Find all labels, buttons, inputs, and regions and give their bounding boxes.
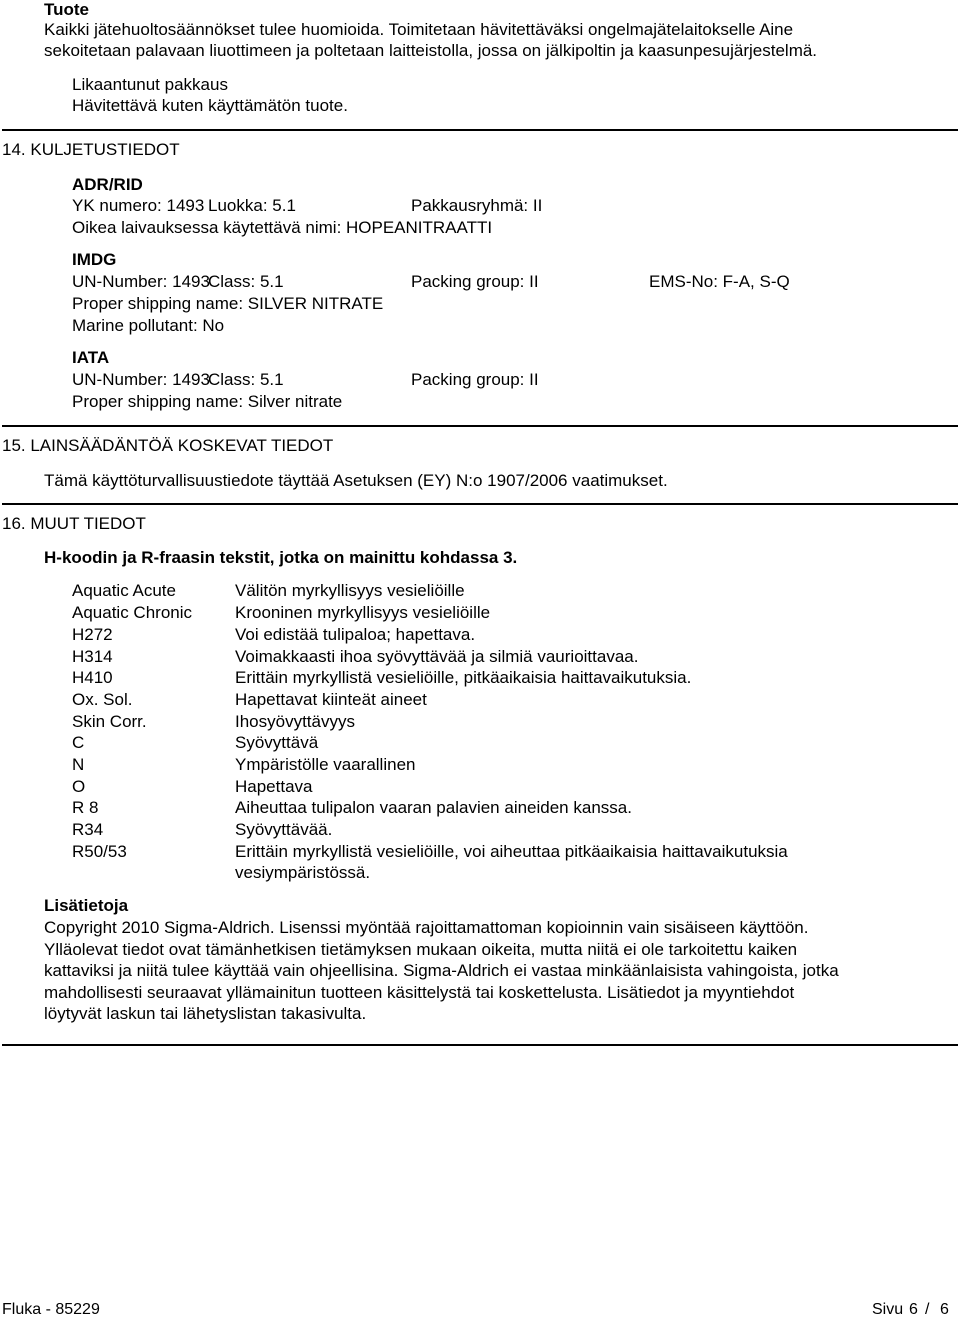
code-text: Syövyttävää.	[235, 820, 333, 839]
s16-subheading: H-koodin ja R-fraasin tekstit, jotka on mainittu kohdassa 3.	[44, 548, 518, 567]
code-text: Hapettava	[235, 777, 313, 796]
code-label: H272	[72, 625, 113, 644]
code-label: Ox. Sol.	[72, 690, 133, 709]
code-label: Skin Corr.	[72, 712, 147, 731]
s15-text: Tämä käyttöturvallisuustiedote täyttää Asetuksen (EY) N:o 1907/2006 vaatimukset.	[44, 471, 668, 490]
code-text: Ympäristölle vaarallinen	[235, 755, 416, 774]
iata-title: IATA	[72, 348, 110, 367]
tuote-heading: Tuote	[44, 0, 90, 19]
adr-group: Pakkausryhmä: II	[411, 196, 543, 215]
code-label: Aquatic Chronic	[72, 603, 193, 622]
imdg-pollutant: Marine pollutant: No	[72, 316, 225, 335]
pack-heading: Likaantunut pakkaus	[72, 75, 228, 94]
code-label: C	[72, 733, 85, 752]
info-line: kattaviksi ja niitä tulee käyttää vain ohjeellisina. Sigma-Aldrich ei vastaa minkäänlaisista vahingoista, jotka	[44, 961, 839, 980]
imdg-number: UN-Number: 1493	[72, 272, 210, 291]
section-divider	[2, 503, 958, 505]
adr-number: YK numero: 1493	[72, 196, 205, 215]
code-label: R 8	[72, 798, 99, 817]
section-16-heading: 16. MUUT TIEDOT	[2, 514, 146, 533]
iata-class: Class: 5.1	[208, 370, 284, 389]
code-text: Erittäin myrkyllistä vesieliöille, voi aiheuttaa pitkäaikaisia haittavaikutuksia	[235, 842, 788, 861]
code-label: H314	[72, 647, 113, 666]
tuote-text-line2: sekoitetaan palavaan liuottimeen ja poltetaan laitteistolla, jossa on jälkipoltin ja kaasunpesujärjestelmä.	[44, 41, 818, 60]
code-text: Erittäin myrkyllistä vesieliöille, pitkäaikaisia haittavaikutuksia.	[235, 668, 692, 687]
imdg-name: Proper shipping name: SILVER NITRATE	[72, 294, 384, 313]
iata-number: UN-Number: 1493	[72, 370, 210, 389]
iata-group: Packing group: II	[411, 370, 539, 389]
code-label: O	[72, 777, 86, 796]
adr-name: Oikea laivauksessa käytettävä nimi: HOPEANITRAATTI	[72, 218, 493, 237]
adr-class: Luokka: 5.1	[208, 196, 296, 215]
imdg-class: Class: 5.1	[208, 272, 284, 291]
info-line: löytyvät laskun tai lähetyslistan takasivulta.	[44, 1004, 367, 1023]
code-text: Hapettavat kiinteät aineet	[235, 690, 427, 709]
section-15-heading: 15. LAINSÄÄDÄNTÖÄ KOSKEVAT TIEDOT	[2, 436, 334, 455]
code-text: Aiheuttaa tulipalon vaaran palavien aineiden kanssa.	[235, 798, 632, 817]
code-label: Aquatic Acute	[72, 581, 176, 600]
footer-page-label: Sivu	[872, 1301, 904, 1318]
pack-text: Hävitettävä kuten käyttämätön tuote.	[72, 96, 348, 115]
imdg-title: IMDG	[72, 250, 117, 269]
imdg-ems: EMS-No: F-A, S-Q	[649, 272, 790, 291]
footer-total: 6	[940, 1301, 949, 1318]
section-divider	[2, 425, 958, 427]
code-text: Voimakkaasti ihoa syövyttävää ja silmiä vaurioittavaa.	[235, 647, 639, 666]
code-label: H410	[72, 668, 113, 687]
info-line: Copyright 2010 Sigma-Aldrich. Lisenssi myöntää rajoittamattoman kopioinnin vain sisäiseen käyttöön.	[44, 918, 809, 937]
footer-page: 6	[909, 1301, 918, 1318]
code-text: Voi edistää tulipaloa; hapettava.	[235, 625, 476, 644]
info-line: Ylläolevat tiedot ovat tämänhetkisen tietämyksen mukaan oikeita, mutta niitä ei ole tarkoitettu kaiken	[44, 940, 798, 959]
info-heading: Lisätietoja	[44, 896, 129, 915]
code-label: R34	[72, 820, 104, 839]
code-text: Ihosyövyttävyys	[235, 712, 355, 731]
imdg-group: Packing group: II	[411, 272, 539, 291]
code-text: Välitön myrkyllisyys vesieliöille	[235, 581, 465, 600]
code-text: Syövyttävä	[235, 733, 319, 752]
code-text-continuation: vesiympäristössä.	[235, 863, 371, 882]
adr-title: ADR/RID	[72, 175, 143, 194]
code-label: N	[72, 755, 85, 774]
iata-name: Proper shipping name: Silver nitrate	[72, 392, 343, 411]
section-14-heading: 14. KULJETUSTIEDOT	[2, 140, 180, 159]
footer-product: Fluka - 85229	[2, 1301, 100, 1318]
section-divider	[2, 129, 958, 131]
section-divider	[2, 1044, 958, 1046]
code-text: Krooninen myrkyllisyys vesieliöille	[235, 603, 491, 622]
tuote-text-line1: Kaikki jätehuoltosäännökset tulee huomioida. Toimitetaan hävitettäväksi ongelmajätelaitokselle Aine	[44, 20, 794, 39]
info-line: mahdollisesti seuraavat yllämainitun tuotteen käsittelystä tai koskettelusta. Lisätiedot ja myyntiehdot	[44, 983, 795, 1002]
code-label: R50/53	[72, 842, 127, 861]
footer-sep: /	[925, 1301, 930, 1318]
